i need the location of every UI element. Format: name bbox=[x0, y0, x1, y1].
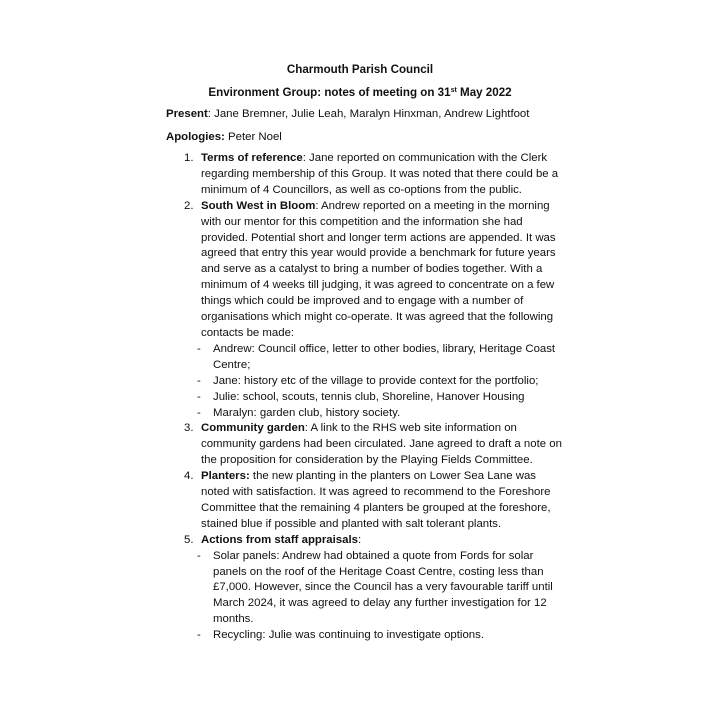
item-heading: South West in Bloom bbox=[201, 199, 316, 212]
item-text: : bbox=[357, 533, 362, 546]
item-number: 3. bbox=[184, 422, 194, 435]
dash-bullet: - bbox=[197, 342, 201, 355]
sub-item-text: Julie: school, scouts, tennis club, Shoreline, Hanover Housing bbox=[213, 390, 525, 403]
agenda-list bbox=[166, 151, 566, 644]
item-number: 5. bbox=[184, 533, 194, 546]
item-text: : Jane reported on communication with the Clerk regarding membership of this Group. It was noted that there could be a minimum of 4 Councillors, as well as co-options from the public. bbox=[201, 152, 559, 196]
dash-bullet: - bbox=[197, 390, 201, 403]
document-subtitle bbox=[0, 85, 720, 101]
present-names: : Jane Bremner, Julie Leah, Maralyn Hinxman, Andrew Lightfoot bbox=[207, 108, 530, 120]
present-label: Present bbox=[166, 108, 208, 120]
subtitle-date: May 2022 bbox=[456, 86, 512, 99]
subtitle-text: Environment Group: notes of meeting on 31 bbox=[208, 86, 451, 99]
sub-item bbox=[166, 342, 566, 374]
item-heading: Planters: bbox=[201, 470, 250, 483]
sub-item bbox=[166, 374, 566, 390]
item-number: 1. bbox=[184, 152, 194, 164]
item-number: 4. bbox=[184, 470, 194, 483]
sub-item bbox=[166, 406, 566, 422]
apologies-label: Apologies: bbox=[166, 131, 225, 143]
sub-item bbox=[166, 549, 566, 629]
dash-bullet: - bbox=[197, 549, 201, 562]
list-item bbox=[166, 533, 566, 549]
sub-item-text: Recycling: Julie was continuing to investigate options. bbox=[213, 629, 484, 642]
item-text: : A link to the RHS web site information on community gardens had been circulated. Jane agreed to draft a note on the proposition for consideration by the Playing Fields Committee. bbox=[201, 422, 562, 467]
apologies-line bbox=[166, 130, 282, 146]
list-item bbox=[166, 199, 566, 342]
present-line bbox=[166, 107, 529, 123]
apologies-names: Peter Noel bbox=[224, 131, 282, 143]
item-number: 2. bbox=[184, 199, 194, 212]
sub-item-text: Maralyn: garden club, history society. bbox=[213, 406, 401, 419]
document-title: Charmouth Parish Council bbox=[286, 63, 434, 76]
sub-item bbox=[166, 390, 566, 406]
list-item bbox=[166, 421, 566, 469]
list-item bbox=[166, 469, 566, 533]
dash-bullet: - bbox=[197, 374, 201, 387]
item-text: the new planting in the planters on Lower Sea Lane was noted with satisfaction. It was agreed to recommend to the Foreshore Committee that the remaining 4 planters be grouped at the foreshore, stained blue if possible and planted with salt tolerant plants. bbox=[201, 470, 551, 530]
item-heading: Actions from staff appraisals bbox=[201, 533, 358, 546]
item-heading: Community garden bbox=[201, 422, 305, 435]
sub-item bbox=[166, 628, 566, 644]
sub-item-text: Solar panels: Andrew had obtained a quote from Fords for solar panels on the roof of the Heritage Coast Centre, costing less than £7,000. However, since the Council has a very favourable tariff until March 2024, it was agreed to delay any further investigation for 12 months. bbox=[213, 549, 553, 626]
sub-item-text: Andrew: Council office, letter to other bodies, library, Heritage Coast Centre; bbox=[213, 342, 556, 371]
list-item bbox=[166, 151, 566, 199]
item-text: : Andrew reported on a meeting in the morning with our mentor for this competition and the information she had provided. Potential short and longer term actions are appended. It was agreed that entry this year would provide a benchmark for future years and serve as a catalyst to bring a number of bodies together. With a minimum of 4 weeks till judging, it was agreed to concentrate on a few things which could be improved and to engage with a number of organisations which might co-operate. It was agreed that the following contacts be made: bbox=[201, 199, 556, 339]
subtitle-superscript: st bbox=[450, 87, 457, 94]
item-heading: Terms of reference bbox=[201, 152, 303, 164]
sub-item-text: Jane: history etc of the village to provide context for the portfolio; bbox=[213, 374, 539, 387]
dash-bullet: - bbox=[197, 406, 201, 419]
dash-bullet: - bbox=[197, 629, 201, 642]
